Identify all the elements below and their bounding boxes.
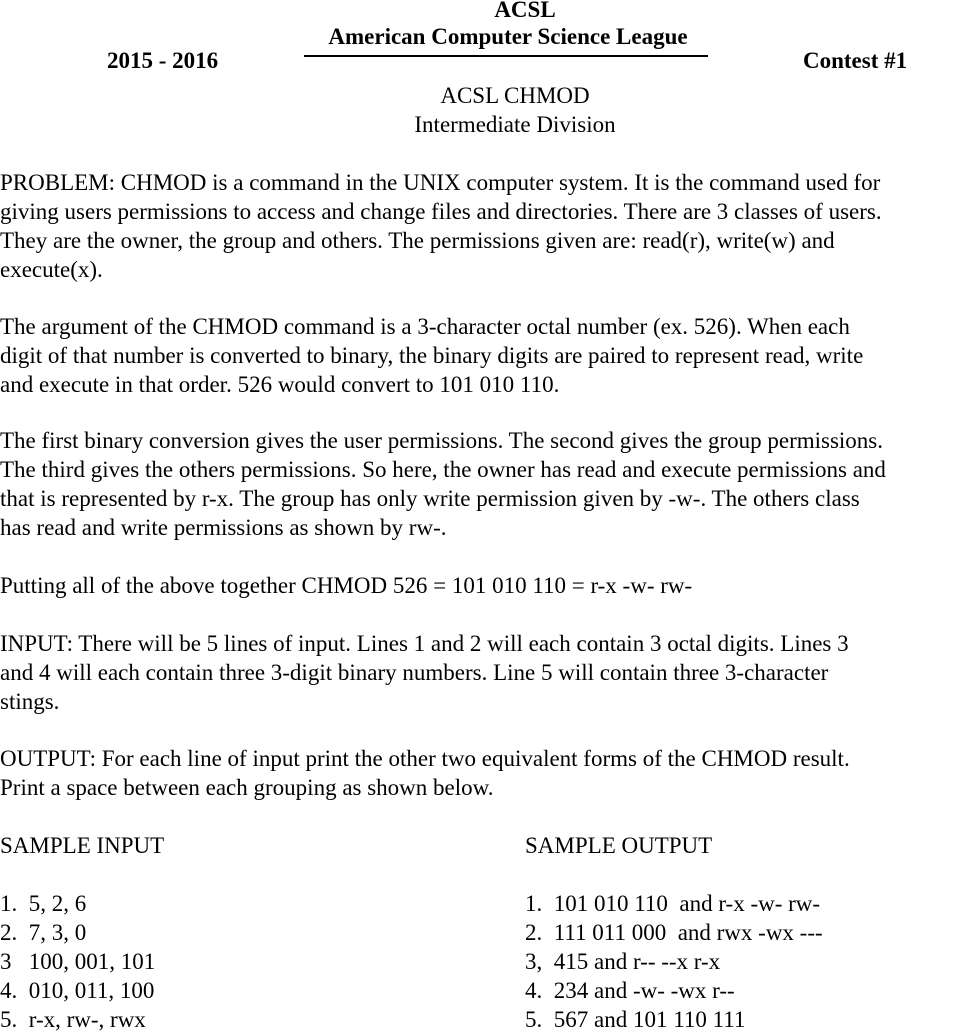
argument-paragraph	[0, 312, 968, 399]
text-line: The third gives the others permissions. So here, the owner has read and execute permissions and	[0, 457, 886, 482]
sample-input-heading: SAMPLE INPUT	[0, 833, 165, 858]
text-line: digit of that number is converted to binary, the binary digits are paired to represent read, write	[0, 343, 864, 368]
problem-title: ACSL CHMOD	[440, 83, 590, 108]
sample-input-line: 3 100, 001, 101	[0, 949, 156, 974]
sample-input-line: 2. 7, 3, 0	[0, 920, 87, 945]
text-line: that is represented by r-x. The group has only write permission given by -w-. The others class	[0, 486, 860, 511]
org-full-name: American Computer Science League	[328, 24, 688, 49]
text-line: has read and write permissions as shown by rw-.	[0, 515, 447, 540]
contest-number: Contest #1	[803, 48, 908, 73]
text-line: and execute in that order. 526 would convert to 101 010 110.	[0, 372, 560, 397]
sample-output-line: 3, 415 and r-- --x r-x	[525, 949, 721, 974]
output-paragraph	[0, 744, 968, 802]
sample-output-heading: SAMPLE OUTPUT	[525, 833, 713, 858]
sample-output-line: 4. 234 and -w- -wx r--	[525, 978, 735, 1003]
sample-input-line: 4. 010, 011, 100	[0, 978, 155, 1003]
text-line: giving users permissions to access and change files and directories. There are 3 classes of users.	[0, 199, 882, 224]
text-line: Putting all of the above together CHMOD 526 = 101 010 110 = r-x -w- rw-	[0, 573, 693, 598]
text-line: PROBLEM: CHMOD is a command in the UNIX computer system. It is the command used for	[0, 170, 881, 195]
conversion-paragraph	[0, 426, 968, 542]
text-line: and 4 will each contain three 3-digit binary numbers. Line 5 will contain three 3-character	[0, 660, 829, 685]
text-line: stings.	[0, 689, 60, 714]
sample-output-column	[525, 831, 823, 1034]
sample-output-line: 2. 111 011 000 and rwx -wx ---	[525, 920, 823, 945]
division-label: Intermediate Division	[414, 112, 616, 137]
problem-paragraph	[0, 168, 968, 284]
text-line: The argument of the CHMOD command is a 3-character octal number (ex. 526). When each	[0, 314, 850, 339]
text-line: The first binary conversion gives the user permissions. The second gives the group permissions.	[0, 428, 883, 453]
contest-years: 2015 - 2016	[107, 48, 219, 73]
org-short-name: ACSL	[494, 0, 556, 22]
summary-paragraph	[0, 571, 968, 600]
sample-input-line: 5. r-x, rw-, rwx	[0, 1007, 146, 1032]
header-divider	[304, 55, 708, 57]
text-line: INPUT: There will be 5 lines of input. Lines 1 and 2 will each contain 3 octal digits. Lines 3	[0, 631, 849, 656]
sample-output-line: 1. 101 010 110 and r-x -w- rw-	[525, 891, 821, 916]
sample-input-column	[0, 831, 164, 1034]
text-line: execute(x).	[0, 257, 103, 282]
text-line: They are the owner, the group and others. The permissions given are: read(r), write(w) and	[0, 228, 835, 253]
input-paragraph	[0, 629, 968, 716]
text-line: Print a space between each grouping as shown below.	[0, 775, 494, 800]
text-line: OUTPUT: For each line of input print the other two equivalent forms of the CHMOD result.	[0, 746, 850, 771]
sample-input-line: 1. 5, 2, 6	[0, 891, 87, 916]
sample-output-line: 5. 567 and 101 110 111	[525, 1007, 746, 1032]
